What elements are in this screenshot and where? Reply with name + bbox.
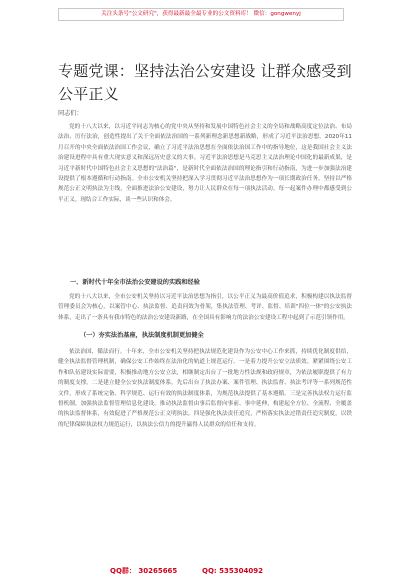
- paragraph-subsection-1: 依法治国，循法而行。十年来，全市公安机关坚持把执法规范化建设作为公安中心工作来抓，持续优化制度供给，健全执法监督管理机制，确保公安工作始终在法治化的轨道上规范运行。一是着力提升公安立法质效。紧紧围绕公安工作和队伍建设实际需要，积极推动地方公安立法，相继制定出台了一批地方性法规和政府规章，为依法履职提供了有力的制度支撑。二是建立健全公安执法制度体系。先后出台了执法办案、案件管理、执法监督、执法考评等一系列规范性文件，形成了系统完备、科学规范、运行有效的执法制度体系，为规范执法提供了基本遵循。三是完善执法权力运行监督机制，加强执法监督管理信息化建设，推动执法监督由事后监督向事前、事中延伸，构建起全方位、全流程、全覆盖的执法监督体系，有效促进了严格规范公正文明执法。四是强化执法责任追究，严格落实执法过错责任追究制度，以铁的纪律保障执法权力规范运行，以执法公信力的提升赢得人民群众的信任和支持。: [58, 349, 352, 428]
- footer-banner: [0, 564, 408, 580]
- section-heading-1: 一、新时代十年全市法治公安建设的实践和经验: [70, 279, 200, 286]
- promo-banner: 关注头条号"公文研究"，获得最新最全最专业的公文资料库！ 微信：gongwenyj: [58, 8, 344, 21]
- subsection-heading-1: （一）夯实法治基座，执法制度机制更加健全: [80, 332, 204, 339]
- document-title: 专题党课：坚持法治公安建设 让群众感受到公平正义: [58, 62, 352, 103]
- paragraph-section-1: 党的十八大以来，全市公安机关坚持以习近平法治思想为指引，以公平正义为最高价值追求，积极构建以执法监督管理委员会为核心，以案管中心、执法监督、追责问效为骨架，集执法管理、考评、监督、培训"四位一体"的公安执法体系，走出了一条具有我市特色的法治公安建设新路，在全国具有影响力的法治公安建设工程中起到了示范引领作用。: [58, 294, 352, 321]
- qq-group-text: QQ群： 30265665: [110, 567, 178, 575]
- qq-contact-text: QQ: 535304092: [202, 567, 263, 575]
- paragraph-intro: 党的十八大以来，以习近平同志为核心的党中央从坚持和发展中国特色社会主义的全局和战略高度定位法治、布局法治、厉行法治，创造性提出了关于全面依法治国的一系列新理念新思想新战略，形成了习近平法治思想。2020年11月召开的中央全面依法治国工作会议，确立了习近平法治思想在全面依法治国工作中的指导地位，这是我国社会主义法治建设进程中具有重大现实意义和深远历史意义的大事。习近平法治思想是马克思主义法治理论中国化的最新成果，是习近平新时代中国特色社会主义思想的"法治篇"，是新时代全面依法治国的理论指引和行动指南，为进一步加强法治建设提供了根本遵循和行动指南。全市公安机关坚持把深入学习贯彻习近平法治思想作为一项长期政治任务，坚持以严格规范公正文明执法为主线，全面推进法治公安建设，努力让人民群众在每一项执法活动、每一起案件办理中都感受到公平正义。现结合工作实际，谈一些认识和体会。: [58, 124, 352, 203]
- greeting: 同志们：: [58, 110, 83, 117]
